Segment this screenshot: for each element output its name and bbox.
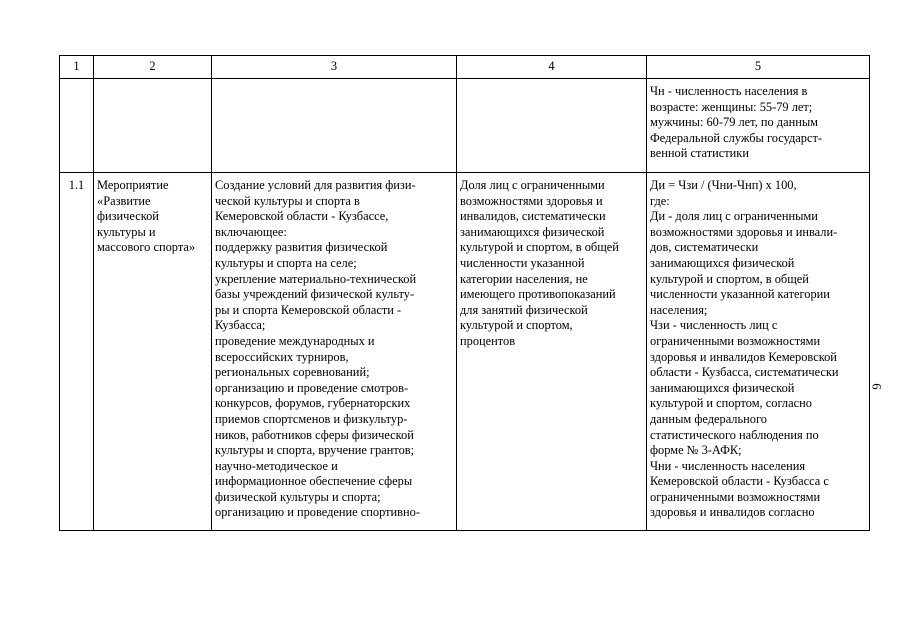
- cell-formula: Чн - численность населения в возрасте: женщины: 55-79 лет; мужчины: 60-79 лет, по данным Федеральной службы государст- венной статистики: [647, 79, 870, 173]
- event-description: Создание условий для развития физи- ческой культуры и спорта в Кемеровской области - Кузбассе, включающее: поддержку развития физической культуры и спорта на селе; укрепление материально-технической базы учреждений физической культу- ры и спорта Кемеровской области - Кузбасса; проведение международных и всероссийских турниров, региональных соревнований; организацию и проведение смотров- конкурсов, форумов, губернаторских приемов спортсменов и физкультур- ников, работников сферы физической культуры и спорта, вручение грантов; научно-методическое и информационное обеспечение сферы физической культуры и спорта; организацию и проведение спортивно-: [212, 173, 457, 531]
- indicator-name: Доля лиц с ограниченными возможностями здоровья и инвалидов, систематически занимающихся физической культурой и спортом, в общей численности указанной категории населения, не имеющего противопоказаний для занятий физической культурой и спортом, процентов: [457, 173, 647, 531]
- cell-number: [60, 79, 94, 173]
- column-number-4: 4: [457, 56, 647, 79]
- column-number-5: 5: [647, 56, 870, 79]
- column-number-3: 3: [212, 56, 457, 79]
- column-number-2: 2: [94, 56, 212, 79]
- table-row-1-1: [60, 173, 870, 531]
- program-table: [59, 55, 870, 531]
- cell-event: [94, 79, 212, 173]
- event-name: Мероприятие «Развитие физической культуры и массового спорта»: [94, 173, 212, 531]
- column-number-row: [60, 56, 870, 79]
- cell-indicator: [457, 79, 647, 173]
- indicator-formula: Ди = Чзи / (Чни-Чнп) х 100, где: Ди - доля лиц с ограниченными возможностями здоровья и инвали- дов, систематически занимающихся физической культурой и спортом, в общей численности указанной категории населения; Чзи - численность лиц с ограниченными возможностями здоровья и инвалидов Кемеровской области - Кузбасса, систематически занимающихся физической культурой и спортом, согласно данным федерального статистического наблюдения по форме № 3-АФК; Чни - численность населения Кемеровской области - Кузбасса с ограниченными возможностями здоровья и инвалидов согласно: [647, 173, 870, 531]
- page-number: 6: [869, 383, 884, 390]
- row-number: 1.1: [60, 173, 94, 531]
- column-number-1: 1: [60, 56, 94, 79]
- cell-description: [212, 79, 457, 173]
- continuation-row: [60, 79, 870, 173]
